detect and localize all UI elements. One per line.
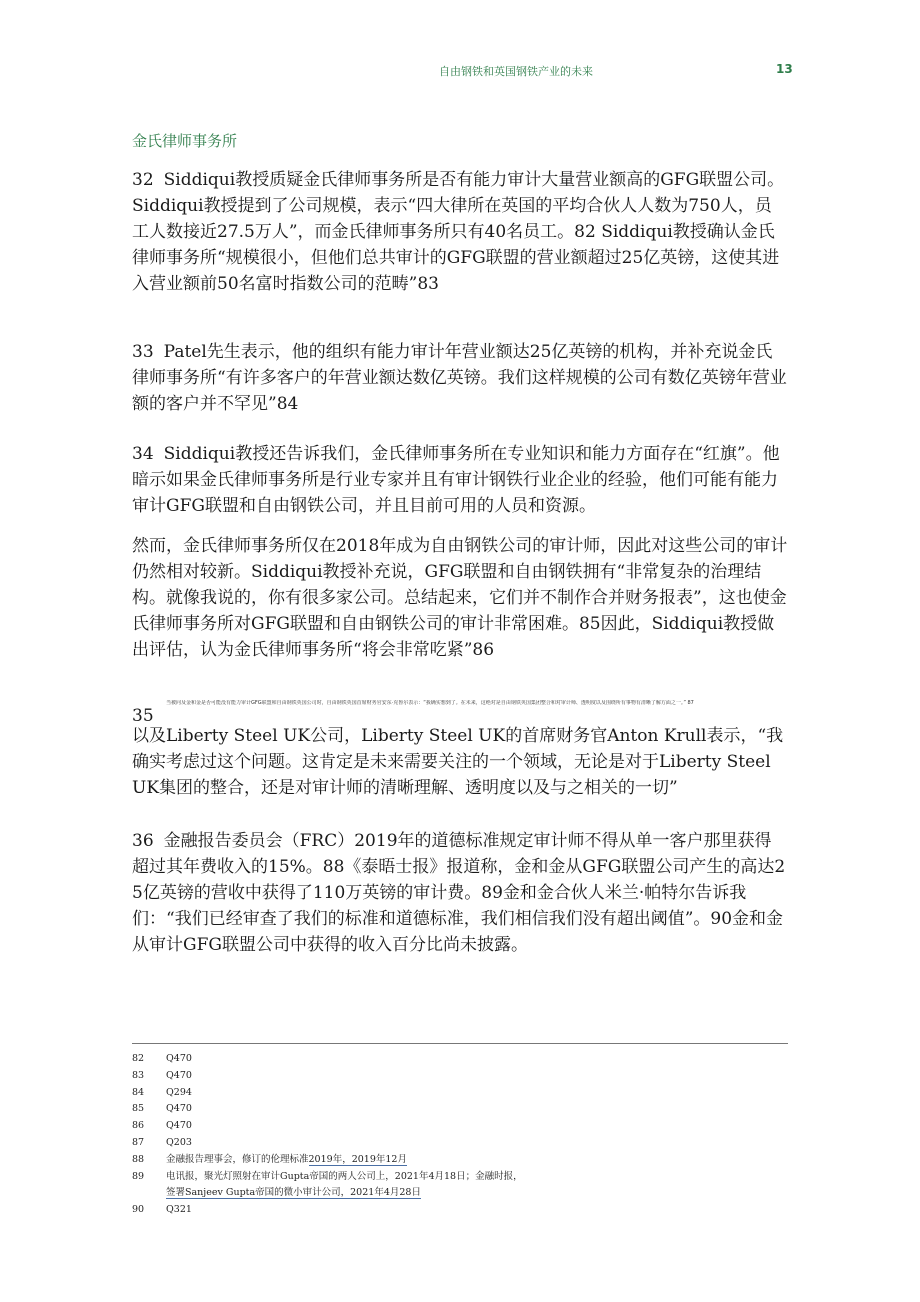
footnote-link[interactable]: 签署Sanjeev Gupta帝国的微小审计公司，2021年4月28日 bbox=[166, 1187, 421, 1199]
footnote-text: Q470 bbox=[166, 1053, 192, 1064]
footnote-90 bbox=[132, 1202, 788, 1219]
footnote-prefix: 金融报告理事会，修订的伦理标准 bbox=[166, 1153, 309, 1165]
footnote-85 bbox=[132, 1101, 788, 1118]
paragraph-text: 金融报告委员会（FRC）2019年的道德标准规定审计师不得从单一客户那里获得超过其年费收入的15%。88《泰晤士报》报道称，金和金从GFG联盟公司产生的高达25亿英镑的营收中获得了110万英镑的审计费。89金和金合伙人米兰·帕特尔告诉我们：“我们已经审查了我们的标准和道德标准，我们相信我们没有超出阈值”。90金和金从审计GFG联盟公司中获得的收入百分比尚未披露。 bbox=[132, 831, 786, 955]
footnote-text bbox=[166, 1152, 788, 1169]
footnote-82 bbox=[132, 1051, 788, 1068]
paragraph-35-number: 35 bbox=[132, 706, 154, 726]
footnote-text bbox=[166, 1169, 788, 1203]
footnote-number: 89 bbox=[132, 1170, 145, 1182]
footnote-89 bbox=[132, 1169, 788, 1203]
footnote-87 bbox=[132, 1135, 788, 1152]
paragraph-text: Siddiqui教授还告诉我们，金氏律师事务所在专业知识和能力方面存在“红旗”。他暗示如果金氏律师事务所是行业专家并且有审计钢铁行业企业的经验，他们可能有能力审计GFG联盟和自由钢铁公司，并且目前可用的人员和资源。 bbox=[132, 444, 780, 516]
paragraph-number: 36 bbox=[132, 831, 154, 851]
paragraph-text: 以及Liberty Steel UK公司，Liberty Steel UK的首席财务官Anton Krull表示，“我确实考虑过这个问题。这肯定是未来需要关注的一个领域，无论是对于Liberty Steel UK集团的整合，还是对审计师的清晰理解、透明度以及与之相关的一切” bbox=[132, 726, 784, 798]
footnote-number: 87 bbox=[132, 1136, 145, 1148]
footnote-text: Q470 bbox=[166, 1103, 192, 1115]
paragraph-number: 32 bbox=[132, 170, 154, 190]
paragraph-number: 33 bbox=[132, 342, 154, 362]
footnote-prefix: 电讯报，聚光灯照射在审计Gupta帝国的两人公司上，2021年4月18日；金融时报， bbox=[166, 1170, 523, 1182]
footnotes bbox=[132, 1051, 788, 1219]
footnote-text: Q470 bbox=[166, 1120, 192, 1132]
footnote-link[interactable]: 2019年，2019年12月 bbox=[308, 1153, 407, 1165]
paragraph-36 bbox=[132, 828, 788, 958]
footnote-83 bbox=[132, 1068, 788, 1085]
section-heading: 金氏律师事务所 bbox=[132, 132, 238, 150]
paragraph-text: Patel先生表示，他的组织有能力审计年营业额达25亿英镑的机构，并补充说金氏律师事务所“有许多客户的年营业额达数亿英镑。我们这样规模的公司有数亿英镑年营业额的客户并不罕见”84 bbox=[132, 342, 787, 414]
paragraph-34 bbox=[132, 441, 788, 519]
footnote-number: 83 bbox=[132, 1069, 145, 1081]
footnote-divider bbox=[132, 1043, 788, 1044]
paragraph-text: Siddiqui教授质疑金氏律师事务所是否有能力审计大量营业额高的GFG联盟公司。Siddiqui教授提到了公司规模，表示“四大律所在英国的平均合伙人人数为750人，员工人数接近27.5万人”，而金氏律师事务所只有40名员工。82 Siddiqui教授确认金氏律师事务所“规模很小，但他们总共审计的GFG联盟的营业额超过25亿英镑，这使其进入营业额前50名富时指数公司的范畴”83 bbox=[132, 170, 785, 294]
footnote-86 bbox=[132, 1118, 788, 1135]
paragraph-number: 34 bbox=[132, 444, 154, 464]
footnote-number: 85 bbox=[132, 1103, 145, 1115]
footnote-number: 88 bbox=[132, 1153, 145, 1165]
paragraph-35 bbox=[132, 723, 788, 801]
footnote-text: Q470 bbox=[166, 1069, 192, 1081]
footnote-number: 84 bbox=[132, 1086, 145, 1098]
footnote-88 bbox=[132, 1152, 788, 1169]
footnote-number: 86 bbox=[132, 1120, 145, 1132]
running-header-title: 自由钢铁和英国钢铁产业的未来 bbox=[439, 65, 593, 78]
footnote-number: 82 bbox=[132, 1053, 145, 1064]
footnote-84 bbox=[132, 1085, 788, 1102]
footnote-text: Q321 bbox=[166, 1204, 192, 1216]
footnote-text: Q203 bbox=[166, 1136, 192, 1148]
footnote-text: Q294 bbox=[166, 1086, 192, 1098]
footnote-number: 90 bbox=[132, 1204, 145, 1216]
paragraph-34-continued bbox=[132, 533, 788, 663]
paragraph-33 bbox=[132, 339, 788, 417]
paragraph-32 bbox=[132, 167, 788, 297]
paragraph-35-original-note: 当被问及金和金是否可能没有能力审计GFG联盟和自由钢铁英国公司时，自由钢铁英国首席财务官安东·克鲁尔表示：“我确实想到了。在未来，这绝对是自由钢铁英国集团整合和对审计师、透明度以及围绕所有事物有清晰了解方面之一。” 87 bbox=[166, 700, 694, 706]
page-number: 13 bbox=[776, 62, 793, 76]
paragraph-text: 然而，金氏律师事务所仅在2018年成为自由钢铁公司的审计师，因此对这些公司的审计仍然相对较新。Siddiqui教授补充说，GFG联盟和自由钢铁拥有“非常复杂的治理结构。就像我说的，你有很多家公司。总结起来，它们并不制作合并财务报表”，这也使金氏律师事务所对GFG联盟和自由钢铁公司的审计非常困难。85因此，Siddiqui教授做出评估，认为金氏律师事务所“将会非常吃紧”86 bbox=[132, 536, 788, 660]
